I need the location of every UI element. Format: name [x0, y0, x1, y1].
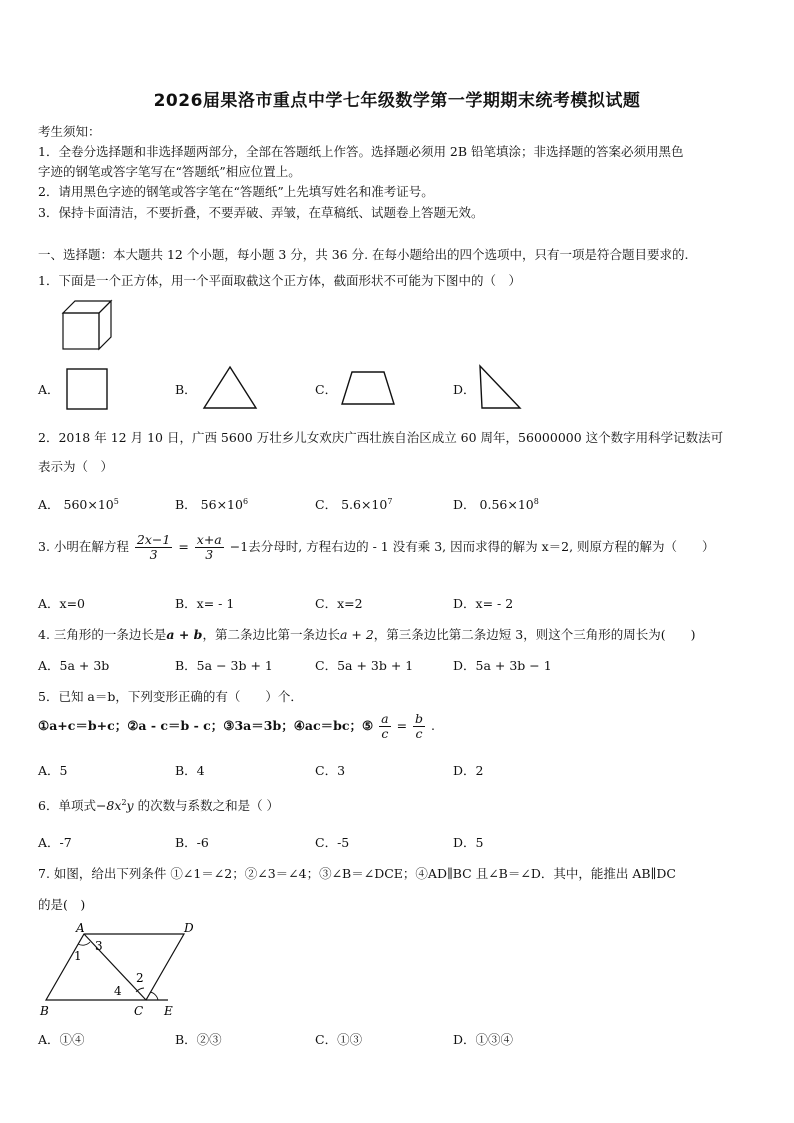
q2-option-a: A． $560\times 10^5$ — [38, 496, 119, 512]
question-6-stem: 6．单项式$-8x^2y$ 的次数与系数之和是（ ） — [38, 797, 280, 813]
vertex-c-label: C — [134, 1004, 144, 1018]
q6-option-d: D．5 — [453, 835, 484, 850]
question-7-stem-cont: 的是( ) — [38, 897, 86, 912]
q5-option-a: A．5 — [38, 763, 68, 778]
notice-heading: 考生须知： — [38, 124, 101, 139]
q2-option-b: B． $56\times 10^6$ — [175, 496, 249, 512]
q1-option-c-label: C． — [315, 382, 338, 397]
question-5-items: ①a+c＝b+c；②a - c＝b - c；③3a＝3b；④ac＝bc；⑤ $\frac{a}{c}$ = $\frac{b}{c}$ . — [38, 711, 436, 741]
q3-option-d: D．x= - 2 — [453, 596, 514, 611]
q7-option-a: A．①④ — [38, 1032, 85, 1047]
angle-3-label: 3 — [95, 939, 103, 953]
q5-option-b: B．4 — [175, 763, 205, 778]
question-3-stem: 3. 小明在解方程 $\frac{2x-1}{3}$ = $\frac{x+a}{3}$ −1去分母时, 方程右边的 - 1 没有乘 3, 因而求得的解为 x＝2, 则原方程的解为（ ） — [38, 532, 715, 562]
fraction-1: $\frac{2x-1}{3}$ — [136, 532, 171, 562]
notice-item-1-cont: 字迹的钢笔或答字笔写在“答题纸”相应位置上。 — [38, 164, 301, 179]
vertex-b-label: B — [40, 1004, 49, 1018]
trapezoid-shape — [338, 368, 398, 408]
q5-option-c: C．3 — [315, 763, 346, 778]
q6-option-b: B．-6 — [175, 835, 209, 850]
notice-item-1: 1．全卷分选择题和非选择题两部分，全部在答题纸上作答。选择题必须用 2B 铅笔填涂；非选择题的答案必须用黑色 — [38, 144, 684, 159]
q3-option-c: C．x=2 — [315, 596, 363, 611]
question-2-stem-cont: 表示为（ ） — [38, 459, 114, 474]
question-1-stem: 1．下面是一个正方体，用一个平面取截这个正方体，截面形状不可能为下图中的（ ） — [38, 273, 521, 288]
square-shape — [64, 366, 110, 412]
question-5-stem: 5．已知 a＝b，下列变形正确的有（ ）个． — [38, 689, 303, 704]
q6-option-a: A．-7 — [38, 835, 72, 850]
notice-item-2: 2．请用黑色字迹的钢笔或答字笔在“答题纸”上先填写姓名和准考证号。 — [38, 184, 434, 199]
q5-option-d: D．2 — [453, 763, 484, 778]
cube-figure — [58, 296, 120, 354]
notice-item-3: 3．保持卡面清洁，不要折叠，不要弄破、弄皱，在草稿纸、试题卷上答题无效。 — [38, 205, 484, 220]
fraction-a-over-c: $\frac{a}{c}$ — [381, 711, 389, 741]
q2-option-c: C． $5.6\times 10^7$ — [315, 496, 393, 512]
angle-4-label: 4 — [114, 984, 122, 998]
vertex-a-label: A — [76, 922, 85, 935]
q3-option-a: A．x=0 — [38, 596, 86, 611]
q1-option-d-label: D． — [453, 382, 476, 397]
vertex-d-label: D — [184, 922, 194, 935]
question-7-stem: 7. 如图，给出下列条件 ①∠1＝∠2；②∠3＝∠4；③∠B＝∠DCE；④AD∥BC 且∠B＝∠D．其中，能推出 AB∥DC — [38, 866, 676, 881]
angle-1-label: 1 — [74, 949, 82, 963]
q6-option-c: C．-5 — [315, 835, 350, 850]
question-2-stem: 2．2018 年 12 月 10 日，广西 5600 万壮乡儿女欢庆广西壮族自治区成立 60 周年，56000000 这个数字用科学记数法可 — [38, 430, 724, 445]
q4-option-c: C．5a + 3b + 1 — [315, 658, 414, 673]
q3-option-b: B．x= - 1 — [175, 596, 235, 611]
angle-2-label: 2 — [136, 971, 144, 985]
q7-option-d: D．①③④ — [453, 1032, 514, 1047]
vertex-e-label: E — [164, 1004, 173, 1018]
q7-option-b: B．②③ — [175, 1032, 222, 1047]
q7-option-c: C．①③ — [315, 1032, 363, 1047]
q4-option-a: A．5a + 3b — [38, 658, 110, 673]
q1-option-b-label: B． — [175, 382, 197, 397]
question-4-stem: 4. 三角形的一条边长是a + b，第二条边比第一条边长a + 2，第三条边比第二条边短 3，则这个三角形的周长为( ) — [38, 627, 696, 642]
q4-option-d: D．5a + 3b − 1 — [453, 658, 552, 673]
q2-option-d: D． $0.56\times 10^8$ — [453, 496, 539, 512]
parallelogram-figure — [34, 922, 194, 1020]
fraction-b-over-c: $\frac{b}{c}$ — [415, 711, 424, 741]
q4-option-b: B．5a − 3b + 1 — [175, 658, 273, 673]
triangle-shape — [200, 364, 260, 412]
fraction-2: $\frac{x+a}{3}$ — [196, 532, 222, 562]
right-triangle-shape — [476, 362, 526, 412]
q1-option-a-label: A． — [38, 382, 60, 397]
section-heading: 一、选择题：本大题共 12 个小题，每小题 3 分，共 36 分. 在每小题给出的四个选项中，只有一项是符合题目要求的. — [38, 247, 689, 262]
page-title: 2026届果洛市重点中学七年级数学第一学期期末统考模拟试题 — [153, 91, 641, 111]
